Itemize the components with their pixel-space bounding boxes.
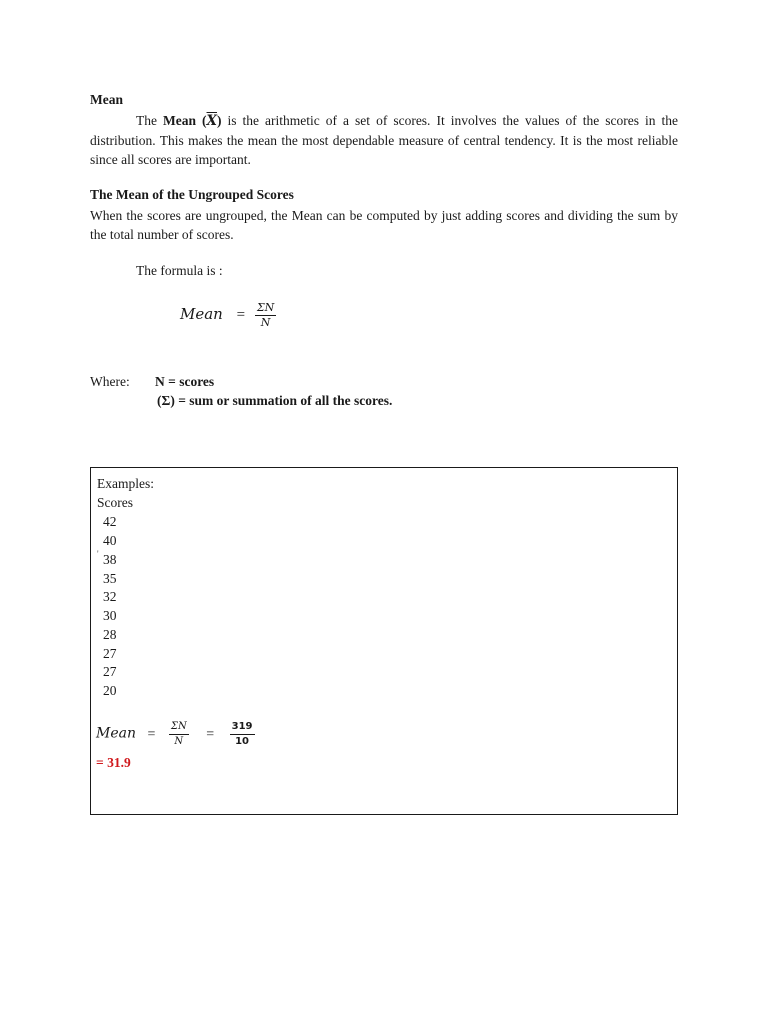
heading-mean: Mean (90, 92, 123, 107)
score-value: 20 (103, 683, 117, 698)
examples-label: Examples: (97, 476, 154, 491)
stray-mark: ' (97, 549, 99, 559)
score-value: 27 (103, 646, 117, 661)
example-formula: Mean = $\frac{\Sigma N}{N}$ = $\frac{319}{10}$ (96, 721, 253, 747)
score-value: 40 (103, 533, 117, 548)
score-value: 38 (103, 552, 117, 567)
where-sigma-definition: (Σ) = sum or summation of all the scores. (157, 393, 393, 408)
mean-definition-paragraph: The Mean $(\overline{X})$ is the arithmetic of a set of scores. It involves the values of the scores in the distribution. This makes the mean the most dependable measure of central tendency. It is the most reliable since all scores are important. (90, 113, 678, 167)
score-value: 32 (103, 589, 117, 604)
where-label: Where: (90, 374, 130, 389)
examples-box (90, 467, 678, 815)
mean-result: = 31.9 (96, 755, 131, 770)
mean-formula: Mean = $\frac{\Sigma N}{N}$ (180, 301, 275, 329)
scores-header: Scores (97, 495, 133, 510)
score-value: 27 (103, 664, 117, 679)
ungrouped-paragraph: When the scores are ungrouped, the Mean can be computed by just adding scores and dividing the sum by the total number of scores. (90, 208, 678, 242)
where-n-definition: N = scores (155, 374, 215, 389)
score-value: 35 (103, 571, 117, 586)
formula-intro: The formula is : (136, 263, 223, 278)
score-value: 28 (103, 627, 117, 642)
score-value: 30 (103, 608, 117, 623)
score-value: 42 (103, 514, 117, 529)
subheading-ungrouped: The Mean of the Ungrouped Scores (90, 187, 294, 202)
